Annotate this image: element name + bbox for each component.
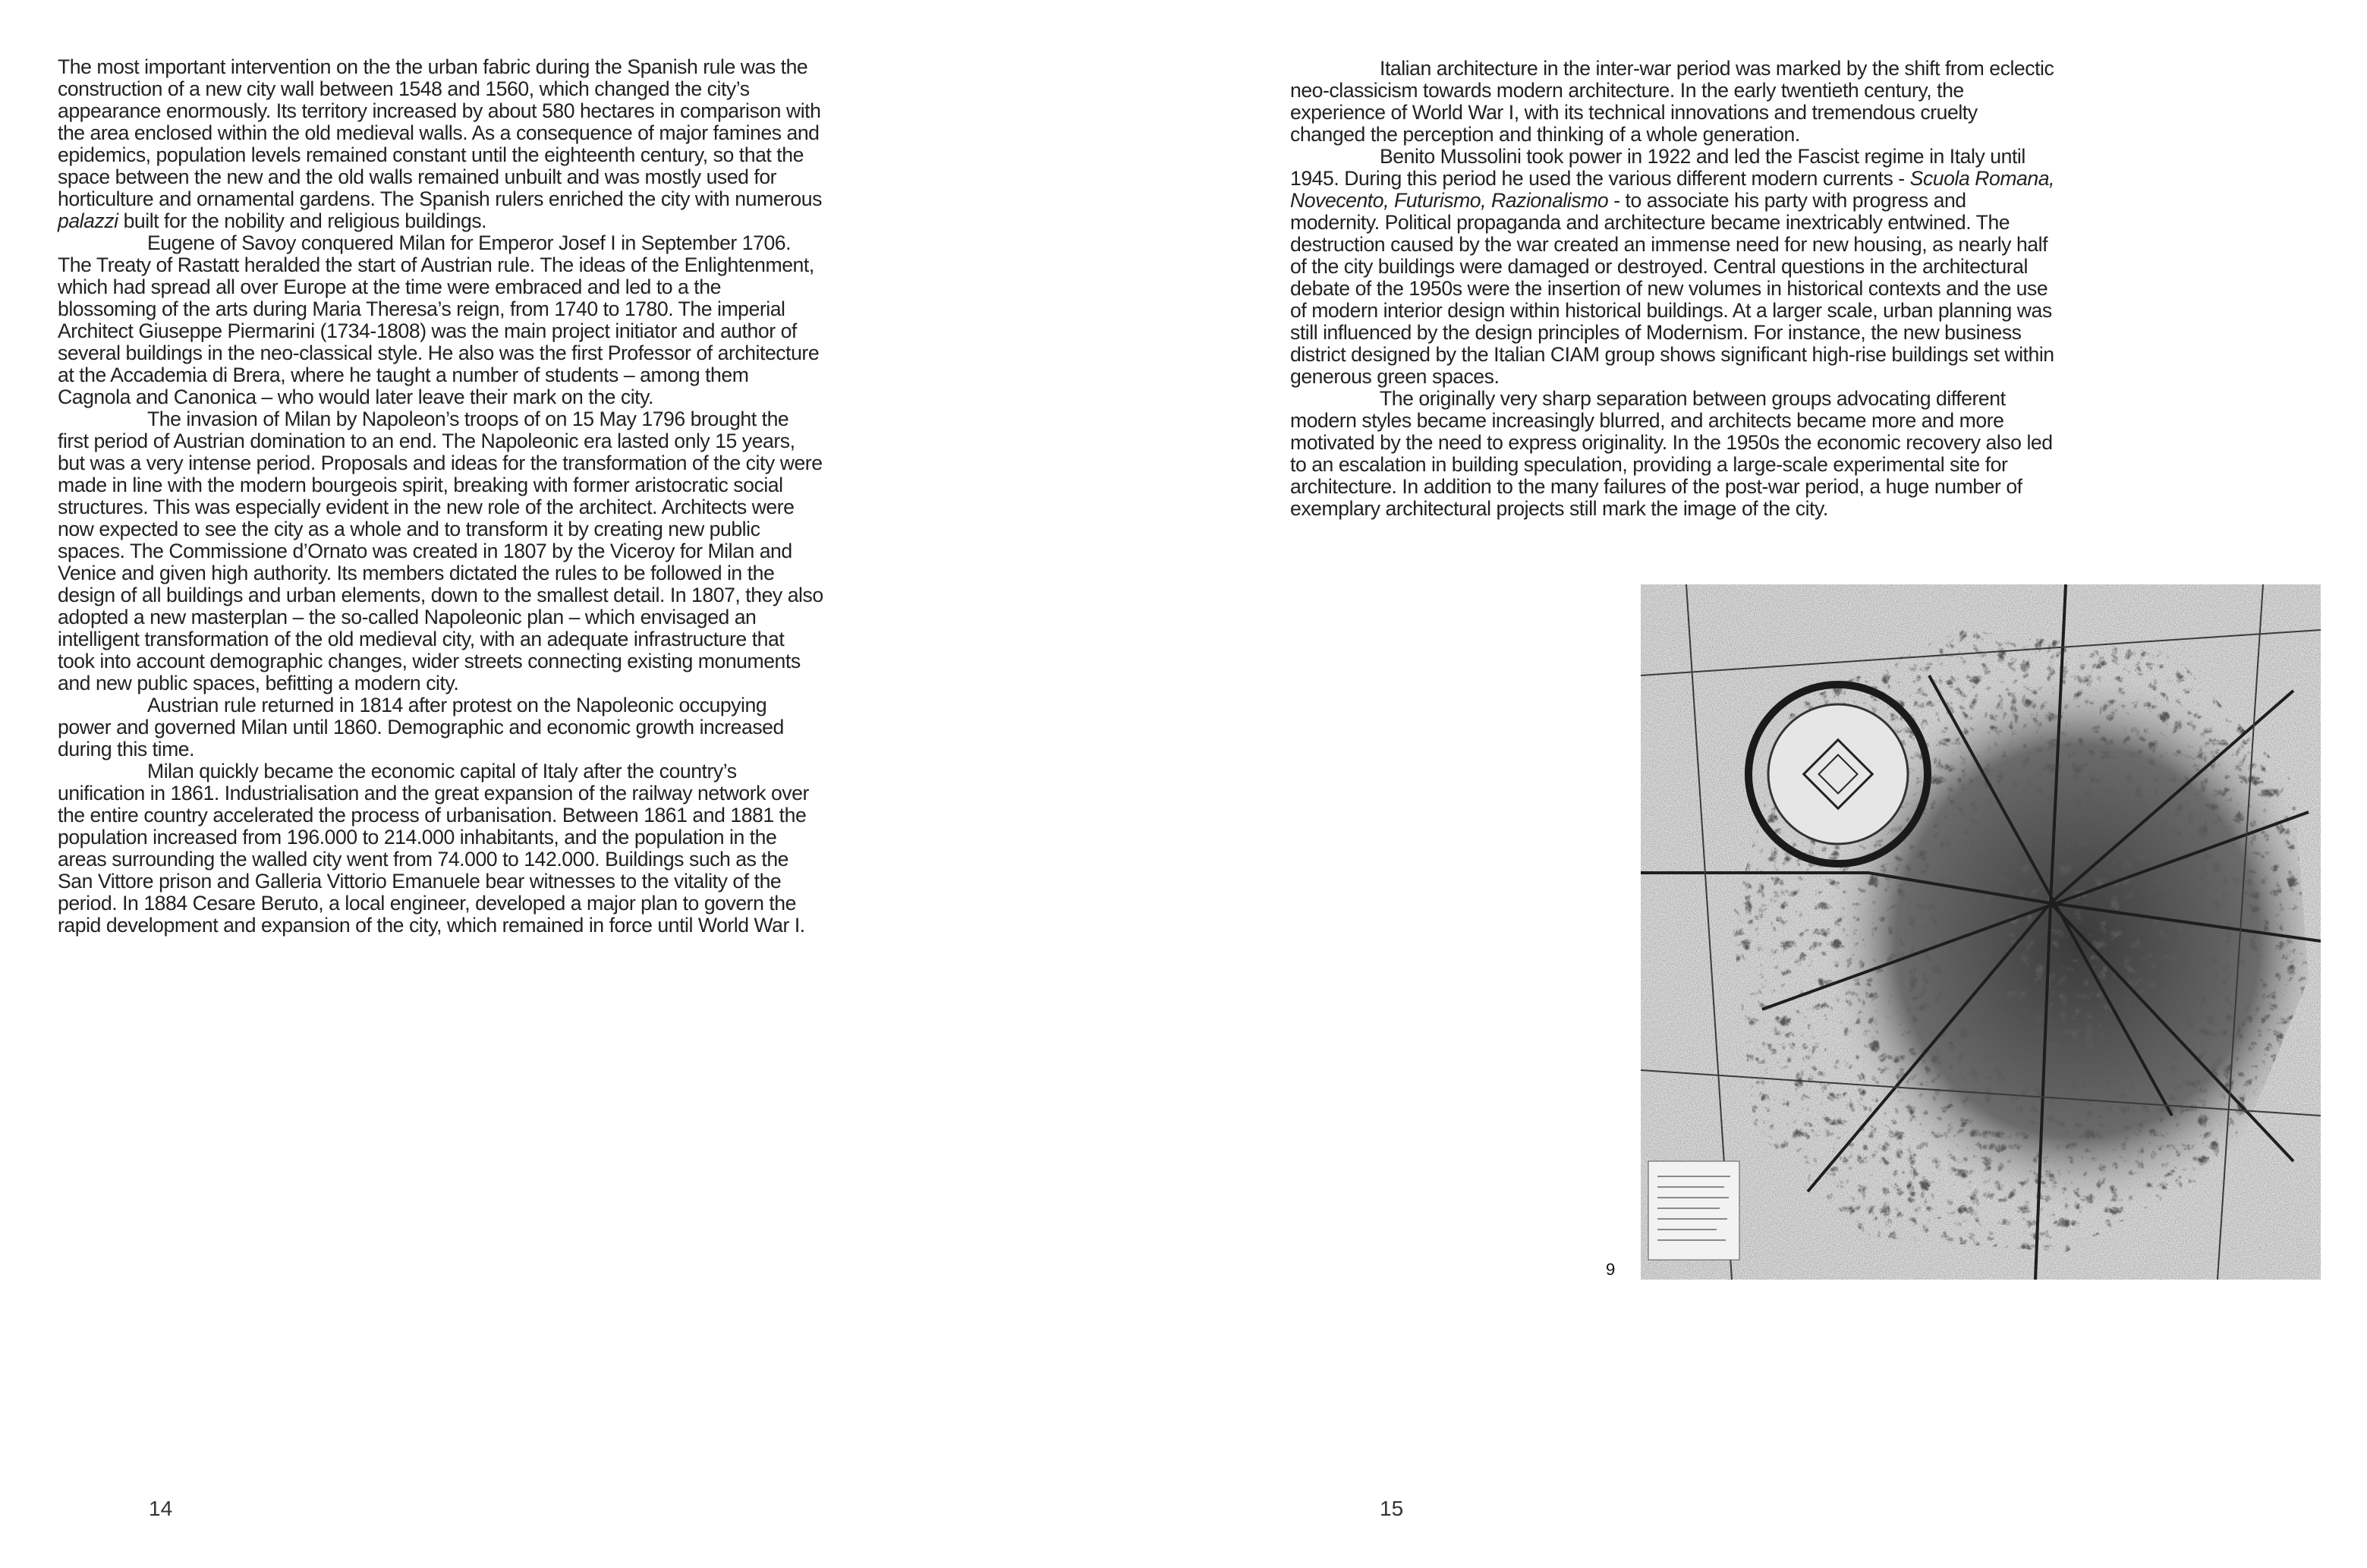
city-map-drawing (1641, 584, 2321, 1280)
paragraph-inter-war: Italian architecture in the inter-war period was marked by the shift from eclectic neo-classicism towards modern architecture. In the early twentieth century, the experience of World War I, with its technical innovations and tremendous cruelty changed the perception and thinking of a whole generation. (1290, 57, 2054, 146)
paragraph-austrian-rule: Eugene of Savoy conquered Milan for Emperor Josef I in September 1706. The Treaty of Rastatt heralded the start of Austrian rule. The ideas of the Enlightenment, which had spread all over Europe at the time were embraced and led to a the blossoming of the arts during Maria Theresa’s reign, from 1740 to 1780. The imperial Architect Giuseppe Piermarini (1734-1808) was the main project initiator and author of several buildings in the neo-classical style. He also was the first Professor of architecture at the Accademia di Brera, where he taught a number of students – among them Cagnola and Canonica – who would later leave their mark on the city. (58, 231, 820, 408)
figure-number: 9 (1606, 1260, 1616, 1279)
paragraph-austrian-return: Austrian rule returned in 1814 after protest on the Napoleonic occupying power and governed Milan until 1860. Demographic and economic growth increased during this time. (58, 694, 784, 760)
historical-city-map-image (1641, 584, 2321, 1280)
left-page-text (58, 56, 824, 937)
paragraph-napoleonic-era: The invasion of Milan by Napoleon’s troops of on 15 May 1796 brought the first period of Austrian domination to an end. The Napoleonic era lasted only 15 years, but was a very intense period. Proposals and ideas for the transformation of the city were made in line with the modern bourgeois spirit, breaking with former aristocratic social structures. This was especially evident in the new role of the architect. Architects were now expected to see the city as a whole and to transform it by creating new public spaces. The Commissione d’Ornato was created in 1807 by the Viceroy for Milan and Venice and given high authority. Its members dictated the rules to be followed in the design of all buildings and urban elements, down to the smallest detail. In 1807, they also adopted a new masterplan – the so-called Napoleonic plan – which envisaged an intelligent transformation of the old medieval city, with an adequate infrastructure that took into account demographic changes, wider streets connecting existing monuments and new public spaces, befitting a modern city. (58, 408, 823, 694)
italic-term: palazzi (58, 209, 118, 232)
page-number-left: 14 (149, 1497, 173, 1520)
page-number-right: 15 (1380, 1497, 1404, 1520)
paragraph-post-war: The originally very sharp separation between groups advocating different modern styles became increasingly blurred, and architects became more and more motivated by the need to express originality. In the 1950s the economic recovery also led to an escalation in building speculation, providing a large-scale experimental site for architecture. In addition to the many failures of the post-war period, a huge number of exemplary architectural projects still mark the image of the city. (1290, 387, 2053, 520)
italic-currents: Scuola Romana, Novecento, Futurismo, Razionalismo (1290, 167, 2054, 212)
paragraph-fascist-regime: Benito Mussolini took power in 1922 and led the Fascist regime in Italy until 1945. During this period he used the various different modern currents - Scuola Romana, Novecento, Futurismo, Razionalismo - to associate his party with progress and modernity. Political propaganda and architecture became inextricably entwined. The destruction caused by the war created an immense need for new housing, as nearly half of the city buildings were damaged or destroyed. Central questions in the architectural debate of the 1950s were the insertion of new volumes in historical contexts and the use of modern interior design within historical buildings. At a larger scale, urban planning was still influenced by the design principles of Modernism. For instance, the new business district designed by the Italian CIAM group shows significant high-rise buildings set within generous green spaces. (1290, 145, 2054, 388)
paragraph-spanish-rule: The most important intervention on the the urban fabric during the Spanish rule was the construction of a new city wall between 1548 and 1560, which changed the city’s appearance enormously. Its territory increased by about 580 hectares in comparison with the area enclosed within the old medieval walls. As a consequence of major famines and epidemics, population levels remained constant until the eighteenth century, so that the space between the new and the old walls remained unbuilt and was mostly used for horticulture and ornamental gardens. The Spanish rulers enriched the city with numerous palazzi built for the nobility and religious buildings. (58, 55, 822, 232)
right-page-text (1290, 58, 2057, 520)
paragraph-unification: Milan quickly became the economic capital of Italy after the country’s unification in 1861. Industrialisation and the great expansion of the railway network over the entire country accelerated the process of urbanisation. Between 1861 and 1881 the population increased from 196.000 to 214.000 inhabitants, and the population in the areas surrounding the walled city went from 74.000 to 142.000. Buildings such as the San Vittore prison and Galleria Vittorio Emanuele bear witnesses to the vitality of the period. In 1884 Cesare Beruto, a local engineer, developed a major plan to govern the rapid development and expansion of the city, which remained in force until World War I. (58, 760, 809, 937)
